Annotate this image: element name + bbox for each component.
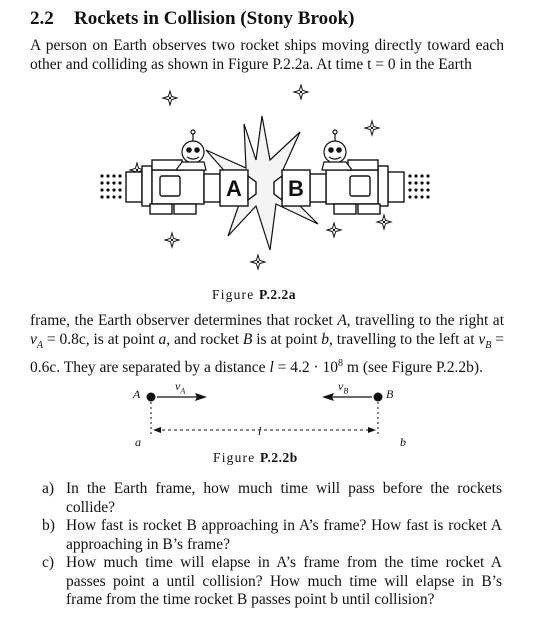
continuation-text: frame, the Earth observer determines that rocket A, travelling to the right at $v_A = 0.8c$, is at point a, and rocket B is at point b, travelling to the left at $v_B = 0.6c$. They are separated by a distance $l = 4.2 \cdot 10^8$ m (see Figure P.2.2b). — [30, 312, 505, 377]
figure-number: P.2.2b — [260, 450, 298, 465]
question-item — [42, 517, 502, 554]
question-text: How fast is rocket B approaching in A’s frame? How fast is rocket A approaching in B’s frame? — [66, 517, 502, 553]
figure-number: P.2.2a — [259, 287, 297, 302]
label-velocity-a: $v_A$ — [175, 379, 186, 396]
label-velocity-b: $v_B$ — [338, 379, 349, 396]
question-marker: c) — [42, 554, 55, 571]
rocket-a-dot — [147, 393, 156, 402]
label-point-b: b — [400, 435, 406, 449]
figure-word: Figure — [213, 450, 256, 465]
figure-p22b-caption — [213, 450, 298, 466]
distance-left-arrowhead-icon — [153, 427, 161, 433]
rocket-a-letter: A — [226, 176, 242, 201]
question-item — [42, 480, 502, 517]
question-marker: a) — [42, 480, 55, 497]
question-item — [42, 554, 502, 610]
question-text: How much time will elapse in A’s frame from the time rocket A passes point a until collision? How much time will elapse in B’s frame from the time rocket B passes point b until collision? — [66, 554, 502, 608]
label-distance: l — [258, 424, 262, 438]
label-rocket-a: A — [133, 387, 141, 401]
label-point-a: a — [135, 435, 141, 449]
question-list — [42, 480, 502, 610]
label-rocket-b: B — [386, 387, 394, 401]
distance-right-arrowhead-icon — [368, 427, 376, 433]
intro-paragraph: A person on Earth observes two rocket ships moving directly toward each other and colliding as shown in Figure P.2.2a. At time t = 0 in the Earth — [30, 37, 504, 73]
section-number: 2.2 — [30, 8, 54, 29]
figure-word: Figure — [212, 287, 255, 302]
rocket-b-letter: B — [288, 176, 304, 201]
question-text: In the Earth frame, how much time will pass before the rockets collide? — [66, 480, 502, 516]
rocket-b-dot — [374, 393, 383, 402]
section-title: Rockets in Collision (Stony Brook) — [74, 8, 355, 29]
question-marker: b) — [42, 517, 55, 534]
